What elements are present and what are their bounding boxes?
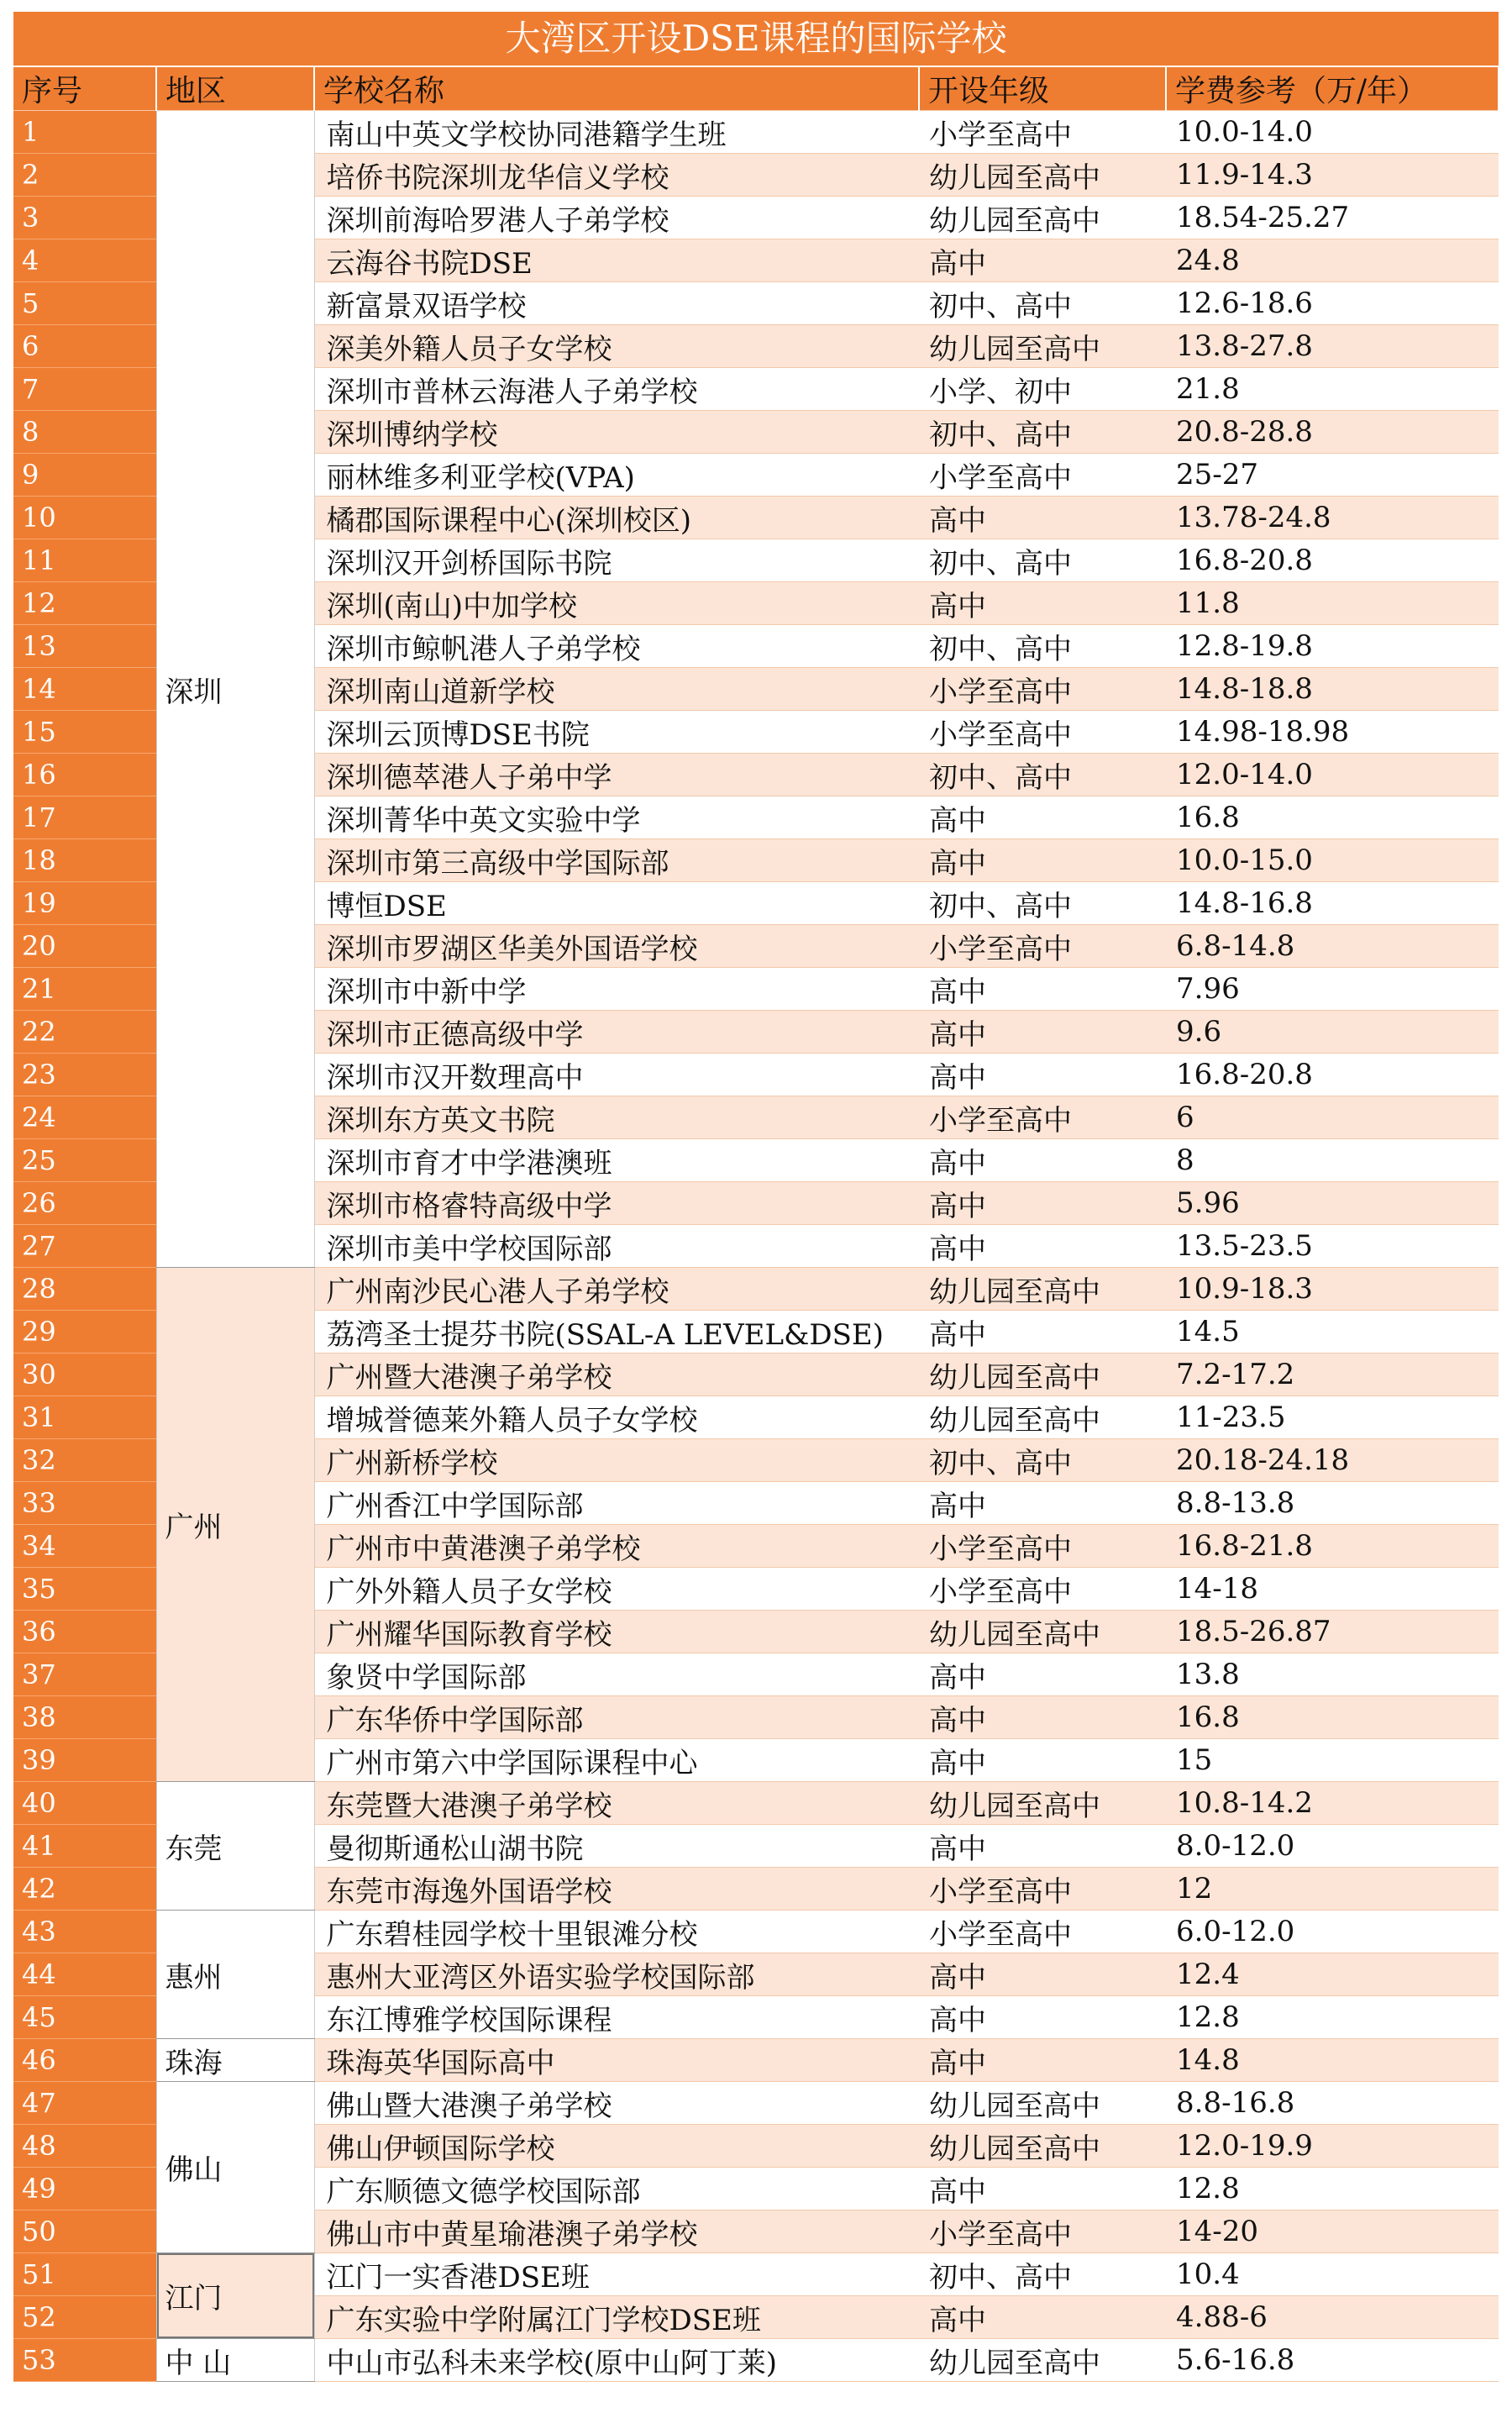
school-name-cell: 深圳前海哈罗港人子弟学校 [314, 197, 919, 239]
tuition-cell: 12.4 [1166, 1953, 1499, 1996]
grades-cell: 高中 [919, 1825, 1166, 1868]
region-cell: 广州 [156, 1268, 314, 1782]
row-number: 29 [13, 1311, 156, 1354]
tuition-cell: 20.8-28.8 [1166, 411, 1499, 454]
school-name-cell: 深圳云顶博DSE书院 [314, 711, 919, 754]
tuition-cell: 12.6-18.6 [1166, 282, 1499, 325]
school-name-cell: 广东华侨中学国际部 [314, 1696, 919, 1739]
grades-cell: 幼儿园至高中 [919, 1268, 1166, 1311]
grades-cell: 高中 [919, 1653, 1166, 1696]
row-number: 23 [13, 1054, 156, 1096]
table-row [13, 2082, 1499, 2125]
grades-cell: 初中、高中 [919, 625, 1166, 668]
table-title: 大湾区开设DSE课程的国际学校 [13, 12, 1499, 67]
school-name-cell: 广外外籍人员子女学校 [314, 1568, 919, 1611]
school-name-cell: 东莞暨大港澳子弟学校 [314, 1782, 919, 1825]
grades-cell: 小学至高中 [919, 1096, 1166, 1139]
row-number: 16 [13, 754, 156, 796]
table-row [13, 1782, 1499, 1825]
grades-cell: 高中 [919, 1139, 1166, 1182]
school-name-cell: 深圳市中新中学 [314, 968, 919, 1011]
grades-cell: 高中 [919, 239, 1166, 282]
grades-cell: 小学至高中 [919, 1568, 1166, 1611]
row-number: 7 [13, 368, 156, 411]
row-number: 40 [13, 1782, 156, 1825]
row-number: 47 [13, 2082, 156, 2125]
school-name-cell: 江门一实香港DSE班 [314, 2253, 919, 2296]
grades-cell: 高中 [919, 1011, 1166, 1054]
school-name-cell: 珠海英华国际高中 [314, 2039, 919, 2082]
row-number: 24 [13, 1096, 156, 1139]
grades-cell: 幼儿园至高中 [919, 1354, 1166, 1396]
school-name-cell: 培侨书院深圳龙华信义学校 [314, 154, 919, 197]
school-name-cell: 增城誉德莱外籍人员子女学校 [314, 1396, 919, 1439]
grades-cell: 高中 [919, 1739, 1166, 1782]
tuition-cell: 18.54-25.27 [1166, 197, 1499, 239]
row-number: 15 [13, 711, 156, 754]
grades-cell: 幼儿园至高中 [919, 1396, 1166, 1439]
tuition-cell: 4.88-6 [1166, 2296, 1499, 2339]
tuition-cell: 24.8 [1166, 239, 1499, 282]
grades-cell: 幼儿园至高中 [919, 325, 1166, 368]
grades-cell: 幼儿园至高中 [919, 1611, 1166, 1653]
tuition-cell: 12.0-19.9 [1166, 2125, 1499, 2168]
school-name-cell: 东莞市海逸外国语学校 [314, 1868, 919, 1911]
school-name-cell: 广州市第六中学国际课程中心 [314, 1739, 919, 1782]
row-number: 34 [13, 1525, 156, 1568]
region-cell: 深圳 [156, 111, 314, 1268]
row-number: 25 [13, 1139, 156, 1182]
tuition-cell: 11.9-14.3 [1166, 154, 1499, 197]
row-number: 32 [13, 1439, 156, 1482]
grades-cell: 高中 [919, 839, 1166, 882]
row-number: 31 [13, 1396, 156, 1439]
region-cell: 江门 [156, 2253, 314, 2339]
grades-cell: 初中、高中 [919, 411, 1166, 454]
row-number: 49 [13, 2168, 156, 2210]
school-name-cell: 广州暨大港澳子弟学校 [314, 1354, 919, 1396]
grades-cell: 小学至高中 [919, 1525, 1166, 1568]
grades-cell: 高中 [919, 1482, 1166, 1525]
tuition-cell: 8.0-12.0 [1166, 1825, 1499, 1868]
table-body [13, 111, 1499, 2382]
row-number: 13 [13, 625, 156, 668]
grades-cell: 高中 [919, 1054, 1166, 1096]
tuition-cell: 14-18 [1166, 1568, 1499, 1611]
tuition-cell: 25-27 [1166, 454, 1499, 497]
school-name-cell: 橘郡国际课程中心(深圳校区) [314, 497, 919, 539]
school-name-cell: 广东实验中学附属江门学校DSE班 [314, 2296, 919, 2339]
school-name-cell: 深圳博纳学校 [314, 411, 919, 454]
row-number: 19 [13, 882, 156, 925]
row-number: 11 [13, 539, 156, 582]
table-row [13, 2253, 1499, 2296]
grades-cell: 高中 [919, 2168, 1166, 2210]
school-name-cell: 广州市中黄港澳子弟学校 [314, 1525, 919, 1568]
school-name-cell: 深圳(南山)中加学校 [314, 582, 919, 625]
tuition-cell: 14-20 [1166, 2210, 1499, 2253]
grades-cell: 初中、高中 [919, 882, 1166, 925]
tuition-cell: 10.9-18.3 [1166, 1268, 1499, 1311]
school-name-cell: 南山中英文学校协同港籍学生班 [314, 111, 919, 154]
tuition-cell: 12.8 [1166, 1996, 1499, 2039]
grades-cell: 幼儿园至高中 [919, 2082, 1166, 2125]
row-number: 28 [13, 1268, 156, 1311]
tuition-cell: 8.8-13.8 [1166, 1482, 1499, 1525]
region-cell: 东莞 [156, 1782, 314, 1911]
grades-cell: 小学至高中 [919, 711, 1166, 754]
tuition-cell: 14.8 [1166, 2039, 1499, 2082]
tuition-cell: 16.8-21.8 [1166, 1525, 1499, 1568]
row-number: 1 [13, 111, 156, 154]
row-number: 4 [13, 239, 156, 282]
grades-cell: 高中 [919, 1225, 1166, 1268]
grades-cell: 高中 [919, 1182, 1166, 1225]
row-number: 52 [13, 2296, 156, 2339]
tuition-cell: 5.96 [1166, 1182, 1499, 1225]
tuition-cell: 18.5-26.87 [1166, 1611, 1499, 1653]
row-number: 43 [13, 1911, 156, 1953]
grades-cell: 小学、初中 [919, 368, 1166, 411]
tuition-cell: 6.0-12.0 [1166, 1911, 1499, 1953]
school-name-cell: 广东顺德文德学校国际部 [314, 2168, 919, 2210]
row-number: 53 [13, 2339, 156, 2382]
tuition-cell: 14.8-18.8 [1166, 668, 1499, 711]
row-number: 26 [13, 1182, 156, 1225]
grades-cell: 小学至高中 [919, 668, 1166, 711]
header-no: 序号 [13, 67, 156, 111]
school-name-cell: 深美外籍人员子女学校 [314, 325, 919, 368]
tuition-cell: 16.8-20.8 [1166, 539, 1499, 582]
grades-cell: 幼儿园至高中 [919, 2339, 1166, 2382]
tuition-cell: 15 [1166, 1739, 1499, 1782]
school-name-cell: 广州香江中学国际部 [314, 1482, 919, 1525]
tuition-cell: 10.0-15.0 [1166, 839, 1499, 882]
school-name-cell: 深圳汉开剑桥国际书院 [314, 539, 919, 582]
school-name-cell: 深圳南山道新学校 [314, 668, 919, 711]
tuition-cell: 13.78-24.8 [1166, 497, 1499, 539]
grades-cell: 高中 [919, 582, 1166, 625]
header-tuition: 学费参考（万/年） [1166, 67, 1499, 111]
tuition-cell: 5.6-16.8 [1166, 2339, 1499, 2382]
row-number: 21 [13, 968, 156, 1011]
school-name-cell: 深圳菁华中英文实验中学 [314, 796, 919, 839]
grades-cell: 高中 [919, 796, 1166, 839]
grades-cell: 初中、高中 [919, 282, 1166, 325]
tuition-cell: 14.5 [1166, 1311, 1499, 1354]
header-school-name: 学校名称 [314, 67, 919, 111]
school-name-cell: 深圳市正德高级中学 [314, 1011, 919, 1054]
region-cell: 佛山 [156, 2082, 314, 2253]
tuition-cell: 6 [1166, 1096, 1499, 1139]
school-name-cell: 佛山暨大港澳子弟学校 [314, 2082, 919, 2125]
school-name-cell: 深圳市格睿特高级中学 [314, 1182, 919, 1225]
school-name-cell: 广州新桥学校 [314, 1439, 919, 1482]
grades-cell: 高中 [919, 2296, 1166, 2339]
grades-cell: 小学至高中 [919, 925, 1166, 968]
tuition-cell: 14.98-18.98 [1166, 711, 1499, 754]
tuition-cell: 20.18-24.18 [1166, 1439, 1499, 1482]
row-number: 18 [13, 839, 156, 882]
grades-cell: 高中 [919, 1311, 1166, 1354]
school-name-cell: 广州南沙民心港人子弟学校 [314, 1268, 919, 1311]
tuition-cell: 9.6 [1166, 1011, 1499, 1054]
grades-cell: 高中 [919, 497, 1166, 539]
table-row [13, 111, 1499, 154]
tuition-cell: 13.8-27.8 [1166, 325, 1499, 368]
row-number: 33 [13, 1482, 156, 1525]
grades-cell: 初中、高中 [919, 754, 1166, 796]
schools-table [13, 67, 1499, 2382]
row-number: 46 [13, 2039, 156, 2082]
table-row [13, 2039, 1499, 2082]
row-number: 5 [13, 282, 156, 325]
tuition-cell: 10.8-14.2 [1166, 1782, 1499, 1825]
grades-cell: 小学至高中 [919, 2210, 1166, 2253]
grades-cell: 幼儿园至高中 [919, 1782, 1166, 1825]
tuition-cell: 10.4 [1166, 2253, 1499, 2296]
row-number: 50 [13, 2210, 156, 2253]
tuition-cell: 13.5-23.5 [1166, 1225, 1499, 1268]
tuition-cell: 12 [1166, 1868, 1499, 1911]
grades-cell: 小学至高中 [919, 454, 1166, 497]
header-region: 地区 [156, 67, 314, 111]
row-number: 39 [13, 1739, 156, 1782]
school-name-cell: 佛山市中黄星瑜港澳子弟学校 [314, 2210, 919, 2253]
grades-cell: 初中、高中 [919, 1439, 1166, 1482]
row-number: 14 [13, 668, 156, 711]
school-name-cell: 深圳东方英文书院 [314, 1096, 919, 1139]
tuition-cell: 7.96 [1166, 968, 1499, 1011]
row-number: 20 [13, 925, 156, 968]
grades-cell: 幼儿园至高中 [919, 197, 1166, 239]
row-number: 41 [13, 1825, 156, 1868]
grades-cell: 高中 [919, 1996, 1166, 2039]
tuition-cell: 10.0-14.0 [1166, 111, 1499, 154]
region-cell: 珠海 [156, 2039, 314, 2082]
tuition-cell: 7.2-17.2 [1166, 1354, 1499, 1396]
tuition-cell: 11-23.5 [1166, 1396, 1499, 1439]
row-number: 35 [13, 1568, 156, 1611]
row-number: 8 [13, 411, 156, 454]
row-number: 37 [13, 1653, 156, 1696]
grades-cell: 初中、高中 [919, 2253, 1166, 2296]
row-number: 44 [13, 1953, 156, 1996]
tuition-cell: 8 [1166, 1139, 1499, 1182]
school-name-cell: 深圳市育才中学港澳班 [314, 1139, 919, 1182]
table-row [13, 1268, 1499, 1311]
row-number: 27 [13, 1225, 156, 1268]
school-name-cell: 云海谷书院DSE [314, 239, 919, 282]
grades-cell: 高中 [919, 1696, 1166, 1739]
row-number: 3 [13, 197, 156, 239]
school-name-cell: 广州耀华国际教育学校 [314, 1611, 919, 1653]
school-name-cell: 东江博雅学校国际课程 [314, 1996, 919, 2039]
region-cell: 惠州 [156, 1911, 314, 2039]
grades-cell: 高中 [919, 968, 1166, 1011]
row-number: 30 [13, 1354, 156, 1396]
school-name-cell: 深圳市第三高级中学国际部 [314, 839, 919, 882]
school-name-cell: 象贤中学国际部 [314, 1653, 919, 1696]
row-number: 51 [13, 2253, 156, 2296]
school-name-cell: 深圳市罗湖区华美外国语学校 [314, 925, 919, 968]
tuition-cell: 12.0-14.0 [1166, 754, 1499, 796]
row-number: 2 [13, 154, 156, 197]
row-number: 45 [13, 1996, 156, 2039]
row-number: 9 [13, 454, 156, 497]
row-number: 12 [13, 582, 156, 625]
tuition-cell: 16.8 [1166, 796, 1499, 839]
school-name-cell: 中山市弘科未来学校(原中山阿丁莱) [314, 2339, 919, 2382]
school-name-cell: 深圳市普林云海港人子弟学校 [314, 368, 919, 411]
table-row [13, 1911, 1499, 1953]
row-number: 10 [13, 497, 156, 539]
tuition-cell: 11.8 [1166, 582, 1499, 625]
row-number: 42 [13, 1868, 156, 1911]
school-name-cell: 佛山伊顿国际学校 [314, 2125, 919, 2168]
grades-cell: 幼儿园至高中 [919, 154, 1166, 197]
tuition-cell: 13.8 [1166, 1653, 1499, 1696]
row-number: 17 [13, 796, 156, 839]
row-number: 48 [13, 2125, 156, 2168]
row-number: 38 [13, 1696, 156, 1739]
tuition-cell: 8.8-16.8 [1166, 2082, 1499, 2125]
grades-cell: 高中 [919, 2039, 1166, 2082]
tuition-cell: 21.8 [1166, 368, 1499, 411]
school-name-cell: 博恒DSE [314, 882, 919, 925]
region-cell: 中 山 [156, 2339, 314, 2382]
header-row [13, 67, 1499, 111]
school-name-cell: 深圳德萃港人子弟中学 [314, 754, 919, 796]
grades-cell: 小学至高中 [919, 1911, 1166, 1953]
grades-cell: 小学至高中 [919, 1868, 1166, 1911]
grades-cell: 高中 [919, 1953, 1166, 1996]
grades-cell: 幼儿园至高中 [919, 2125, 1166, 2168]
row-number: 36 [13, 1611, 156, 1653]
school-name-cell: 广东碧桂园学校十里银滩分校 [314, 1911, 919, 1953]
school-name-cell: 曼彻斯通松山湖书院 [314, 1825, 919, 1868]
school-name-cell: 荔湾圣士提芬书院(SSAL-A LEVEL&DSE) [314, 1311, 919, 1354]
tuition-cell: 6.8-14.8 [1166, 925, 1499, 968]
tuition-cell: 16.8-20.8 [1166, 1054, 1499, 1096]
tuition-cell: 16.8 [1166, 1696, 1499, 1739]
tuition-cell: 12.8 [1166, 2168, 1499, 2210]
grades-cell: 小学至高中 [919, 111, 1166, 154]
table-row [13, 2339, 1499, 2382]
school-name-cell: 深圳市美中学校国际部 [314, 1225, 919, 1268]
school-name-cell: 丽林维多利亚学校(VPA) [314, 454, 919, 497]
spreadsheet [13, 12, 1499, 2382]
school-name-cell: 惠州大亚湾区外语实验学校国际部 [314, 1953, 919, 1996]
school-name-cell: 深圳市鲸帆港人子弟学校 [314, 625, 919, 668]
row-number: 6 [13, 325, 156, 368]
row-number: 22 [13, 1011, 156, 1054]
header-grades: 开设年级 [919, 67, 1166, 111]
school-name-cell: 新富景双语学校 [314, 282, 919, 325]
tuition-cell: 14.8-16.8 [1166, 882, 1499, 925]
grades-cell: 初中、高中 [919, 539, 1166, 582]
school-name-cell: 深圳市汉开数理高中 [314, 1054, 919, 1096]
tuition-cell: 12.8-19.8 [1166, 625, 1499, 668]
